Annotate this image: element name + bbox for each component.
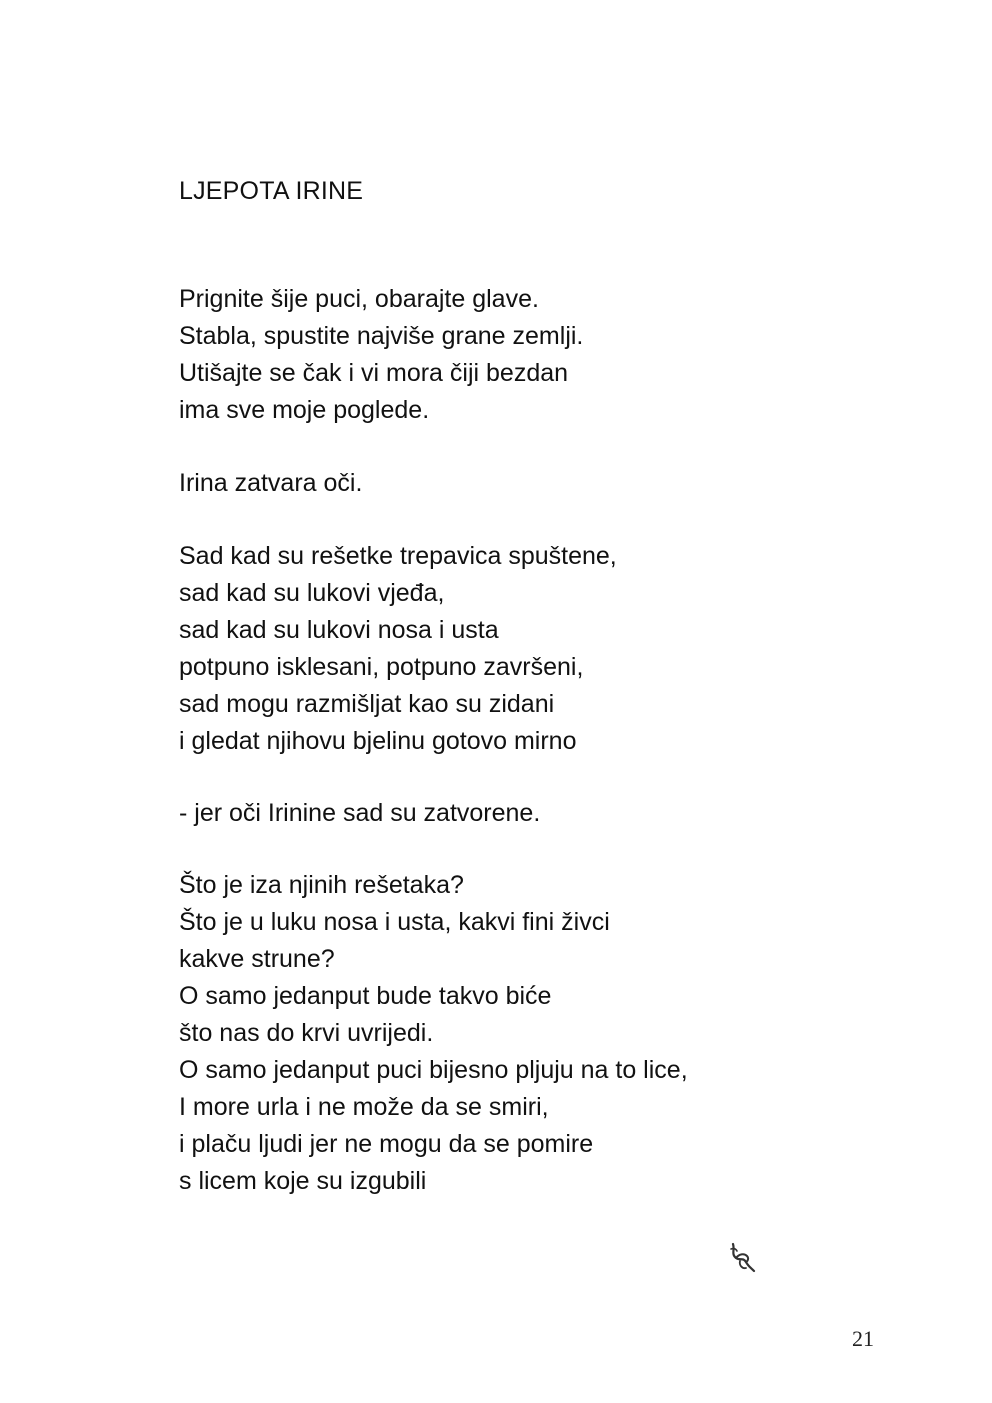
poem-title: LJEPOTA IRINE: [179, 177, 364, 205]
poem-line: s licem koje su izgubili: [179, 1167, 427, 1195]
poem-line: ima sve moje poglede.: [179, 396, 430, 424]
poem-line: Sad kad su rešetke trepavica spuštene,: [179, 542, 617, 570]
poem-line: kakve strune?: [179, 945, 335, 973]
poem-line: O samo jedanput puci bijesno pljuju na to lice,: [179, 1056, 688, 1084]
hand-flourish-icon: [727, 1240, 757, 1274]
poem-line: sad mogu razmišljat kao su zidani: [179, 690, 555, 718]
poem-line: Utišajte se čak i vi mora čiji bezdan: [179, 359, 569, 387]
poem-line: i gledat njihovu bjelinu gotovo mirno: [179, 727, 577, 755]
poem-line: sad kad su lukovi vjeđa,: [179, 579, 445, 607]
poem-line: što nas do krvi uvrijedi.: [179, 1019, 434, 1047]
poem-line: Stabla, spustite najviše grane zemlji.: [179, 322, 584, 350]
page-number: 21: [852, 1326, 874, 1351]
poem-line: Irina zatvara oči.: [179, 469, 363, 497]
poem-line: O samo jedanput bude takvo biće: [179, 982, 552, 1010]
poem-line: Što je u luku nosa i usta, kakvi fini živci: [179, 908, 610, 936]
poem-line: sad kad su lukovi nosa i usta: [179, 616, 499, 644]
poem-line: Prignite šije puci, obarajte glave.: [179, 285, 539, 313]
poem-line: Što je iza njinih rešetaka?: [179, 871, 464, 899]
poem-line: i plaču ljudi jer ne mogu da se pomire: [179, 1130, 594, 1158]
poem-line: potpuno isklesani, potpuno završeni,: [179, 653, 584, 681]
poem-line: - jer oči Irinine sad su zatvorene.: [179, 799, 541, 827]
poem-line: I more urla i ne može da se smiri,: [179, 1093, 549, 1121]
